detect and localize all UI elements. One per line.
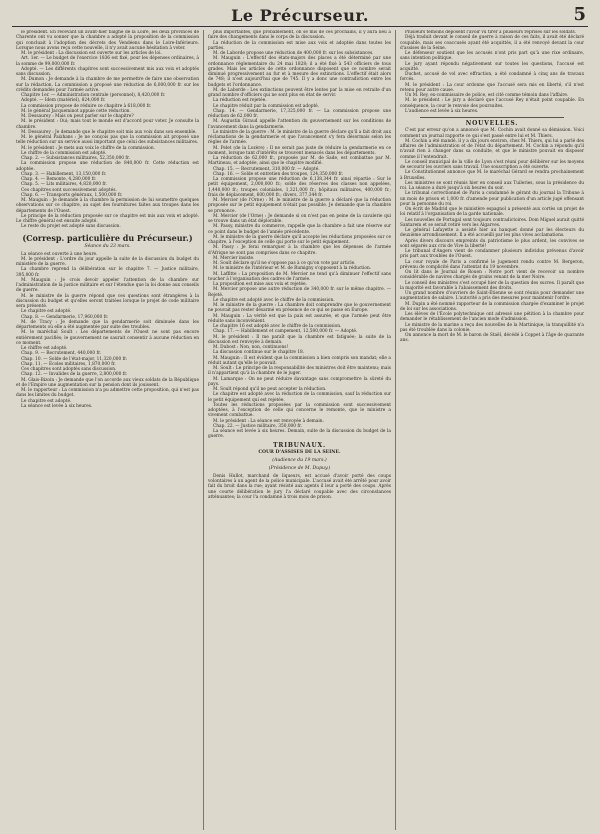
column-1: [12, 30, 204, 830]
tribunaux-heading: TRIBUNAUX.: [273, 441, 326, 449]
paragraph: M. Passy, ministre du commerce, rappelle que la chambre a fait une réserve sur ce point dans le budget de l'année précédente.: [208, 224, 391, 235]
paragraph: M. le président : Il me paraît que la chambre est fatiguée; la suite de la discussion est renvoyée à demain.: [208, 334, 391, 345]
paragraph: Chap. 8. — Gendarmerie, 17,960,000 fr.: [21, 314, 109, 320]
paragraph: C'est par erreur qu'on a annoncé que M. Cochin avait donné sa démission. Voici comment un journal rapporte ce qui s'est passé entre lui et M. Thiers.: [400, 128, 584, 139]
paragraph: Adopté. — Les différents chapitres sont successivement mis aux voix et adoptés sans discussion.: [16, 66, 199, 77]
paragraph: M. Mauguin : Il est évident que la commission a bien compris son mandat; elle a réduit autant qu'elle le pouvait.: [208, 355, 391, 366]
paragraph: M. Mercier (de l'Orne) : Je demande si on n'est pas en peine de la cavalerie qui se trouve dans un état déplorable.: [208, 213, 391, 224]
paragraph: M. de Laborde : Les extinctions peuvent être lentes par la mise en retraite d'un grand nombre d'officiers qui ne sont plus en état de servir.: [208, 87, 391, 98]
paragraph: Chap. 5. — Lits militaires, 4,820,000 fr.: [21, 182, 107, 188]
paragraph: Duchet, accusé de vol avec effraction, a été condamné à cinq ans de travaux forcés.: [400, 72, 584, 83]
paragraph: Plusieurs témoins déposent l'avoir vu tirer à plusieurs reprises sur les soldats.: [405, 30, 577, 35]
newspaper-title: Le Précurseur.: [231, 6, 369, 25]
paragraph: M. Pelet (de la Lozère) : Il ne serait pas juste de réduire la gendarmerie en ce moment, lorsque tant d'intérêts se trouvent menacés dans les départements.: [208, 145, 391, 156]
paragraph: M. le président : Le jury a déclaré que l'accusé Rey n'était point coupable. En conséquence, la cour le renvoie des poursuites.: [400, 98, 584, 109]
paragraph: La réduction de 62,000 fr., proposée par M. de Sade, est combattue par M. Martineau, et adoptée, ainsi que le chapitre modifié.: [208, 156, 391, 167]
correspondence-heading: (Corresp. particulière du Précurseur.): [22, 232, 193, 243]
column-3-top: [400, 30, 584, 114]
paragraph: M. Laffitte : La proposition de M. Mercier ne tend qu'à diminuer l'effectif sans toucher à l'organisation des cadres de l'armée.: [208, 271, 391, 282]
paragraph: M. le président : Je mets aux voix le chiffre de la commission.: [21, 145, 155, 151]
paragraph: M. le président : L'ordre du jour appelle la suite de la discussion du budget du ministère de la guerre.: [16, 256, 199, 267]
paragraph: Le ministre de la marine a reçu des nouvelles de la Martinique; la tranquillité n'a pas été troublée dans la colonie.: [400, 322, 584, 333]
paragraph: Le jury ayant répondu négativement sur toutes les questions, l'accusé est acquitté.: [400, 61, 584, 72]
paragraph: Le chapitre est adopté.: [21, 398, 72, 404]
paragraph: M. le président : La séance est renvoyée à demain.: [213, 418, 324, 424]
paragraph: M. le président : La discussion est ouverte sur les articles de loi.: [21, 51, 162, 56]
paragraph: M. Soult déclare qu'il ne s'oppose pas à ce qu'on vote par article.: [213, 261, 356, 266]
paragraph: M. le président : La cour ordonne que l'accusé sera mis en liberté, s'il n'est retenu pour autre cause.: [400, 82, 584, 93]
paragraph: le président. En recevant un avant-hier baigné de la Loire, les deux provinces de Charente ont vu sonner que la chambre a adopté la proposition de la commission qui concluait à l'adoption des décrets des Vendéens dans le Loire-Inférieure. Lorsque nous avons reçu cette nouvelle, il n'y avait aucune hésitation à voter.: [16, 30, 199, 51]
paragraph: M. Mauguin : Je crois devoir appeler l'attention de la chambre sur l'administration de la justice militaire et sur l'étendue que la loi donne aux conseils de guerre.: [16, 277, 199, 294]
paragraph: Le chapitre est adopté.: [21, 309, 72, 315]
paragraph: M. le rapporteur : La commission n'a pu admettre cette proposition, qui n'est pas dans les limites du budget.: [16, 388, 199, 399]
paragraph: Chap. 11. — Écoles militaires, 1,870,000 fr.: [21, 361, 116, 367]
paragraph: On lit dans le Journal de Rouen : Notre port vient de recevoir un nombre considérable de navires chargés de grains venant de la mer Noire.: [400, 270, 584, 281]
paragraph: M. Glais-Bizoin : Je demande que l'on accorde aux vieux soldats de la République et de l'Empire une augmentation sur la pension dont ils jouissent.: [16, 377, 199, 388]
paragraph: M. Soult : Le principe de la responsabilité des ministres doit être maintenu; mais il n'appartient qu'à la chambre de le juger.: [208, 366, 391, 377]
paragraph: M. le ministre de l'intérieur et M. de Rumigny s'opposent à la réduction.: [213, 266, 372, 272]
paragraph: Chap. 2. — Subsistances militaires, 52,350,000 fr.: [21, 156, 130, 161]
paragraph: Chap. 3. — Habillement, 13,150,000 fr.: [21, 171, 107, 177]
column-1-top: [16, 30, 199, 230]
paragraph: Ces chapitres sont adoptés sans discussion.: [21, 367, 117, 372]
paragraph: Art. 1er. — Le budget de l'exercice 1836 est fixé, pour les dépenses ordinaires, à la somme de 99,000,000 fr.: [16, 56, 199, 67]
paragraph: Un M. Rey, ex-commissaire de police, est cité comme témoin dans l'affaire.: [405, 93, 569, 98]
paragraph: M. le ministre de la guerre répond que ces questions sont étrangères à la discussion du budget et qu'elles seront traitées lorsque le projet de code militaire sera présenté.: [16, 293, 199, 309]
paragraph: Chap. 9. — Recrutement, 440,000 fr.: [21, 351, 102, 357]
paragraph: M. Dessaurey : Mais on peut parler sur le chapitre?: [21, 114, 134, 119]
paragraph: Chap. 12. — Invalides de la guerre, 2,800,000 fr.: [21, 372, 128, 378]
paragraph: Chap. 10. — Solde de l'état-major, 11,320,000 fr.: [21, 356, 128, 362]
paragraph: Le reste du projet est adopté sans discussion.: [21, 224, 121, 230]
paragraph: M. Dumon : Je demande à la chambre de me permettre de faire une observation sur la rédaction. La commission a proposé une réduction de 6,000,000 fr. sur les crédits demandés pour l'armée active.: [16, 77, 199, 93]
paragraph: M. Cochin a été mandé, il y a dix jours environ, chez M. Thiers, qui lui a parlé des affaires de l'administration et de l'état du département. M. Cochin a répondu qu'il n'avait rien à changer dans sa conduite, et que le ministre pouvait en disposer comme il l'entendrait.: [400, 138, 584, 160]
paragraph: La chambre reprend la délibération sur le chapitre 7. — Justice militaire, 395,000 fr.: [16, 267, 199, 278]
paragraph: La séance est levée à six heures.: [21, 403, 93, 409]
paragraph: La réduction est rejetée.: [213, 98, 267, 104]
paragraph: La proposition est mise aux voix et rejetée.: [213, 282, 307, 287]
nouvelles-heading: NOUVELLES.: [465, 120, 519, 127]
paragraph: L'audience est levée à six heures.: [405, 108, 479, 114]
paragraph: Déjà traduit devant le conseil de guerre à raison de ces faits, il avait été déclaré coupable, mais ses coaccusés ayant été acquittés, il a été renvoyé devant la cour d'assises de la Seine.: [400, 35, 584, 51]
column-2-body: [208, 30, 391, 440]
paragraph: plus importantes, que probablement, on se mis de ces prochains, il y aura lieu à faire des changements dans le corps de la discussion.: [208, 30, 391, 41]
paragraph: Le chapitre réduit par la commission est adopté.: [213, 103, 320, 109]
paragraph: Le tribunal d'Angers vient de condamner plusieurs individus prévenus d'avoir pris part aux troubles de l'Ouest.: [400, 249, 584, 260]
paragraph: M. le général Jacqueminot appuie cette réduction.: [21, 108, 131, 114]
paragraph: M. Mercier propose une autre réduction de 340,000 fr. sur le même chapitre. — Rejeté.: [208, 287, 391, 298]
paragraph: Le principe de la réduction proposée sur ce chapitre est mis aux voix et adopté. Le chiffre général est ensuite adopté.: [16, 213, 199, 224]
paragraph: Chap. 14. — Gendarmerie, 17,325,000 fr. — La commission propose une réduction de 62,000 fr.: [208, 108, 391, 119]
paragraph: Le général Lafayette a assisté hier au banquet donné par les électeurs du deuxième arrondissement. Il a été accueilli par les plus vives acclamations.: [400, 228, 584, 239]
paragraph: M. Dessaurey : Je demande que le chapitre soit mis aux voix dans son ensemble.: [21, 129, 197, 135]
paragraph: La commission propose une réduction de 840,000 fr. Cette réduction est adoptée.: [16, 161, 199, 172]
paragraph: M. de Tracy : Je demande que la gendarmerie soit diminuée dans les départements où elle a été augmentée par suite des troubles.: [16, 319, 199, 330]
page-number: 5: [573, 4, 586, 25]
paragraph: Le conseil des ministres s'est occupé hier de la question des sucres. Il paraît que la majorité est favorable à l'abaissement des droits.: [400, 280, 584, 291]
paragraph: M. de Laborde propose une réduction de 400,000 fr. sur les subsistances.: [213, 51, 374, 56]
paragraph: Le chapitre 16 est adopté avec le chiffre de la commission.: [213, 324, 342, 329]
masthead: [12, 4, 588, 27]
paragraph: Chap. 17. — Habillement et campement, 12,500,000 fr. — Adopté.: [213, 329, 358, 335]
paragraph: M. le ministre de la guerre : La chambre doit comprendre que le gouvernement ne pouvait pas rester désarmé en présence de ce qui se passe en Europe.: [208, 303, 391, 314]
paragraph: Chap. 4. — Remonte, 4,280,000 fr.: [21, 177, 97, 182]
paragraph: Le défenseur soutient que les accusés n'ont pris part qu'à une rixe ordinaire, sans intention politique.: [400, 51, 584, 62]
court-president: (Présidence de M. Dupuy.): [268, 465, 331, 471]
paragraph: La discussion continue sur le chapitre 18.: [213, 350, 305, 356]
paragraph: La séance est levée à six heures. Demain, suite de la discussion du budget de la guerre.: [208, 429, 391, 440]
paragraph: On écrit de Madrid que le ministère espagnol a présenté aux cortès un projet de loi relatif à l'organisation de la garde nationale.: [400, 207, 584, 218]
court-session: (Audience du 19 mars.): [272, 457, 327, 463]
paragraph: Le ministre de la guerre : M. le ministre de la guerre déclare qu'il a fait droit aux réclamations de la gendarmerie et que l'avancement s'y fera désormais selon les règles de l'armée.: [208, 129, 391, 146]
paragraph: M. Dubost : Non, non, continuons!: [213, 345, 289, 350]
paragraph: Les nouvelles de Portugal sont toujours contradictoires. Dom Miguel aurait quitté Santarem et se serait retiré vers les Algarves.: [400, 217, 584, 228]
paragraph: Les ministres se sont réunis hier en conseil aux Tuileries, sous la présidence du roi. La séance a duré jusqu'à six heures du soir.: [400, 180, 584, 191]
paragraph: M. le général Paixhans : Je ne conçois pas que la commission ait proposé une telle réduction sur un service aussi important que celui des subsistances militaires.: [16, 135, 199, 146]
paragraph: La réduction de la commission est mise aux voix et adoptée dans toutes les parties.: [208, 40, 391, 51]
paragraph: Le Constitutionnel annonce que M. le maréchal Gérard se rendra prochainement à Bruxelles.: [400, 170, 584, 181]
paragraph: Le tribunal correctionnel de Paris a condamné le gérant du journal la Tribune à un mois de prison et 1,000 fr. d'amende pour publication d'un article jugé offensant pour la personne du roi.: [400, 191, 584, 207]
paragraph: Chap. 16. — Solde et entretien des troupes, 124,350,000 fr.: [213, 171, 344, 177]
paragraph: La séance est ouverte à une heure.: [21, 251, 98, 257]
seance-date: Séance du 23 mars.: [84, 243, 131, 249]
paragraph: Le conseil municipal de la ville de Lyon s'est réuni pour délibérer sur les moyens de secourir les ouvriers sans travail. Une souscription a été ouverte.: [400, 159, 584, 170]
paragraph: Le chiffre de la commission est adopté.: [21, 150, 107, 156]
paragraph: Le chapitre est adopté avec le chiffre de la commission.: [213, 297, 335, 303]
column-3-nouvelles: [400, 128, 584, 343]
paragraph: La cour royale de Paris a confirmé le jugement rendu contre M. Bergeron, prévenu de complicité dans l'attentat du 19 novembre.: [400, 259, 584, 270]
paragraph: M. Mauguin : La vérité est que la paix est assurée, et que l'armée peut être réduite sans inconvénient.: [208, 313, 391, 324]
column-3: [396, 30, 588, 830]
column-2: [204, 30, 396, 830]
paragraph: M. Augustin Giraud appelle l'attention du gouvernement sur les conditions de l'avancement dans la gendarmerie.: [208, 119, 391, 130]
paragraph: Les élèves de l'École polytechnique ont adressé une pétition à la chambre pour demander le rétablissement de l'ancien mode d'admission.: [400, 312, 584, 323]
section-rule: [420, 117, 564, 118]
paragraph: Adopté. — Idem (matériel), 824,000 fr.: [21, 98, 106, 104]
paragraph: Un grand nombre d'ouvriers de Saint-Étienne se sont réunis pour demander une augmentation de salaire. L'autorité a pris des mesures pour maintenir l'ordre.: [400, 291, 584, 302]
paragraph: Chap. 15. — Recrutement, 310,000 fr. — Adopté.: [213, 166, 320, 172]
paragraph: Le chapitre est adopté avec la réduction de la commission, sauf la réduction sur le petit équipement qui est rejetée.: [208, 392, 391, 403]
columns: [12, 30, 588, 830]
paragraph: Chap. 6. — Transports généraux, 1,500,000 fr.: [21, 192, 123, 198]
paragraph: M. Mauguin : Je demande à la chambre la permission de lui soumettre quelques observations sur ce chapitre, au sujet des fournitures faites aux troupes dans les départements de l'Ouest.: [16, 198, 199, 214]
paragraph: M. le président : Oui; mais tout le monde est d'accord pour voter. Je consulte la chambre.: [16, 119, 199, 130]
paragraph: M. le maréchal Soult : Les départements de l'Ouest ne sont pas encore entièrement pacifiés; le gouvernement ne saurait consentir à aucune réduction en ce moment.: [16, 330, 199, 346]
paragraph: M. Mercier (de l'Orne) : M. le ministre de la guerre a déclaré que la réduction proposée sur le petit équipement n'était pas possible. Je demande que la chambre se prononce.: [208, 198, 391, 214]
paragraph: M. Soult répond qu'il ne peut accepter la réduction.: [213, 387, 327, 392]
paragraph: M. Passy : Je ferai remarquer à la chambre que les dépenses de l'armée d'Afrique ne sont pas comprises dans ce chapitre.: [208, 245, 391, 256]
paragraph: On annonce la mort de M. le baron de Staël, décédé à Coppet à l'âge de quarante ans.: [400, 333, 584, 344]
paragraph: M. Mercier insiste.: [213, 255, 255, 261]
paragraph: M. Mauguin : L'effectif des états-majors des places a été déterminé par une ordonnance réglementaire du 24 mai 1828; il a été fixé à 543 officiers de tous grades. Mais les articles de cette ordonnance disposent que ce nombre serait diminué progressivement au fur et à mesure des extinctions. L'effectif était alors de 748; il n'est aujourd'hui que de 745. Il y a donc une contradiction entre les budgets et l'ordonnance.: [208, 56, 391, 88]
paragraph: M. le ministre de la guerre déclare qu'il accepte les réductions proposées sur ce chapitre, à l'exception de celle qui porte sur le petit équipement.: [208, 234, 391, 245]
paragraph: Chapitre 1er. — Administration centrale (personnel), 8,420,000 fr.: [21, 93, 166, 98]
paragraph: Ces chapitres sont successivement adoptés.: [21, 187, 117, 193]
paragraph: La commission propose de réduire ce chapitre à 618,000 fr.: [21, 103, 152, 109]
paragraph: Toutes les réductions proposées par la commission sont successivement adoptées, à l'exception de celle qui concerne le remonte, que le ministre a vivement combattue.: [208, 402, 391, 419]
paragraph: Après divers discours empreints du patriotisme le plus ardent, les convives se sont séparés aux cris de Vive la liberté!: [400, 238, 584, 249]
paragraph: M. Lamarque : On ne peut réduire davantage sans compromettre la sûreté du pays.: [208, 376, 391, 387]
paragraph: Le chiffre est adopté.: [21, 346, 68, 351]
tribunaux-text: Denis Hullot, marchand de liqueurs, est accusé d'avoir porté des coups volontaires à un agent de la police municipale. L'accusé avait été arrêté pour avoir fait du bruit dans la rue; ayant résisté aux agents il leur a porté des coups. Après une courte délibération le jury l'a déclaré coupable avec des circonstances atténuantes; la cour l'a condamné à trois mois de prison.: [208, 473, 391, 500]
court-name: COUR D'ASSISES DE LA SEINE.: [258, 449, 341, 455]
paragraph: M. Dupin a été nommé rapporteur de la commission chargée d'examiner le projet de loi sur les associations.: [400, 301, 584, 312]
paragraph: La commission propose une réduction de 6,138,344 fr. ainsi répartie : Sur le petit équipement, 2,000,000 fr.; solde des réserves des classes non appelées, 1,440,000 fr.; troupes coloniales, 1,321,000 fr.; hôpitaux militaires, 400,000 fr.; frais de déplacement, 600,000 fr.; divers, 377,344 fr.: [208, 177, 391, 198]
column-1-bottom: [16, 252, 199, 410]
paragraph: Chap. 22. — Justice militaire, 350,000 fr.: [213, 423, 302, 429]
